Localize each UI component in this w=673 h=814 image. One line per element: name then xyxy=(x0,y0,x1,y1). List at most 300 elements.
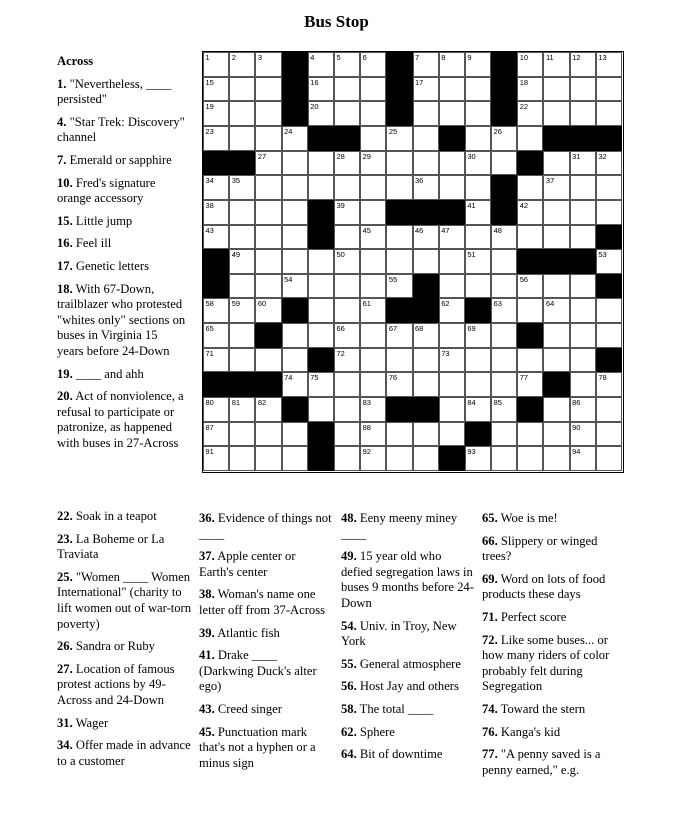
grid-cell[interactable] xyxy=(570,200,596,225)
grid-cell[interactable] xyxy=(413,175,439,200)
grid-cell[interactable] xyxy=(203,101,229,126)
black-square xyxy=(255,323,281,348)
grid-cell[interactable] xyxy=(255,225,281,250)
clue-number: 71. xyxy=(482,609,498,624)
grid-cell[interactable] xyxy=(413,422,439,447)
grid-cell[interactable] xyxy=(282,200,308,225)
cell-number: 82 xyxy=(257,398,267,408)
cell-number: 75 xyxy=(310,373,319,383)
grid-cell[interactable] xyxy=(570,372,596,397)
grid-cell[interactable] xyxy=(308,323,334,348)
black-square xyxy=(308,126,334,151)
grid-cell[interactable] xyxy=(465,446,491,471)
grid-cell[interactable] xyxy=(334,323,360,348)
clue-text: Woman's name one letter off from 37-Across xyxy=(199,587,326,617)
clue-number: 39. xyxy=(199,625,215,640)
clue-number: 54. xyxy=(341,618,357,633)
grid-cell[interactable] xyxy=(439,372,465,397)
grid-cell[interactable] xyxy=(282,274,308,299)
grid-cell[interactable] xyxy=(255,274,281,299)
black-square xyxy=(282,397,308,422)
grid-cell[interactable] xyxy=(543,200,569,225)
grid-cell[interactable] xyxy=(570,101,596,126)
grid-cell[interactable] xyxy=(465,274,491,299)
clue-number: 27. xyxy=(57,661,73,676)
clue-text: Bit of downtime xyxy=(356,747,443,762)
grid-cell[interactable] xyxy=(229,446,255,471)
grid-cell[interactable] xyxy=(203,397,229,422)
cell-number: 9 xyxy=(467,53,472,62)
grid-cell[interactable] xyxy=(203,298,229,323)
grid-cell[interactable] xyxy=(570,323,596,348)
black-square xyxy=(439,126,465,151)
grid-cell[interactable] xyxy=(517,422,543,447)
grid-cell[interactable] xyxy=(413,323,439,348)
grid-cell[interactable] xyxy=(255,422,281,447)
grid-cell[interactable] xyxy=(413,348,439,373)
grid-cell[interactable] xyxy=(465,200,491,225)
cell-number: 83 xyxy=(362,398,371,408)
grid-cell[interactable] xyxy=(255,52,281,77)
cell-number: 62 xyxy=(441,299,450,309)
clue-number: 37. xyxy=(199,549,215,564)
grid-cell[interactable] xyxy=(413,446,439,471)
cell-number: 76 xyxy=(388,373,398,383)
grid-cell[interactable] xyxy=(413,151,439,176)
grid-cell[interactable] xyxy=(543,77,569,102)
grid-cell[interactable] xyxy=(413,225,439,250)
cell-number: 91 xyxy=(205,447,214,457)
black-square xyxy=(308,446,334,471)
grid-cell[interactable] xyxy=(543,446,569,471)
grid-cell[interactable] xyxy=(334,101,360,126)
grid-cell[interactable] xyxy=(465,249,491,274)
grid-cell[interactable] xyxy=(255,446,281,471)
grid-cell[interactable] xyxy=(386,372,412,397)
black-square xyxy=(596,274,622,299)
grid-cell[interactable] xyxy=(360,151,386,176)
grid-cell[interactable] xyxy=(229,77,255,102)
grid-cell[interactable] xyxy=(543,323,569,348)
grid-cell[interactable] xyxy=(543,348,569,373)
grid-cell[interactable] xyxy=(491,225,517,250)
grid-cell[interactable] xyxy=(491,274,517,299)
grid-cell[interactable] xyxy=(543,225,569,250)
grid-cell[interactable] xyxy=(360,372,386,397)
grid-cell[interactable] xyxy=(203,225,229,250)
grid-cell[interactable] xyxy=(203,175,229,200)
grid-cell[interactable] xyxy=(596,323,622,348)
grid-cell[interactable] xyxy=(543,52,569,77)
grid-cell[interactable] xyxy=(334,422,360,447)
grid-cell[interactable] xyxy=(282,249,308,274)
grid-cell[interactable] xyxy=(596,397,622,422)
grid-cell[interactable] xyxy=(255,101,281,126)
clue-text: Feel ill xyxy=(72,236,112,251)
grid-cell[interactable] xyxy=(255,77,281,102)
black-square xyxy=(439,446,465,471)
grid-cell[interactable] xyxy=(282,446,308,471)
grid-cell[interactable] xyxy=(570,422,596,447)
grid-cell[interactable] xyxy=(229,397,255,422)
grid-cell[interactable] xyxy=(491,249,517,274)
clue-text: ____ and ahh xyxy=(72,366,144,381)
grid-cell[interactable] xyxy=(517,126,543,151)
cell-number: 36 xyxy=(415,176,424,186)
grid-cell[interactable] xyxy=(360,323,386,348)
grid-cell[interactable] xyxy=(596,200,622,225)
grid-cell[interactable] xyxy=(570,274,596,299)
grid-cell[interactable] xyxy=(596,175,622,200)
grid-cell[interactable] xyxy=(517,298,543,323)
clue-text: "Nevertheless, ____ persisted" xyxy=(57,76,172,107)
grid-cell[interactable] xyxy=(255,126,281,151)
grid-cell[interactable] xyxy=(386,446,412,471)
grid-cell[interactable] xyxy=(491,372,517,397)
clue-number: 23. xyxy=(57,531,73,546)
grid-cell[interactable] xyxy=(517,77,543,102)
cell-number: 22 xyxy=(519,102,529,112)
grid-cell[interactable] xyxy=(413,52,439,77)
grid-cell[interactable] xyxy=(439,52,465,77)
grid-cell[interactable] xyxy=(439,323,465,348)
clue-item xyxy=(57,259,187,275)
grid-cell[interactable] xyxy=(255,397,281,422)
clue-text: Fred's signature orange accessory xyxy=(57,175,156,206)
grid-cell[interactable] xyxy=(282,175,308,200)
grid-cell[interactable] xyxy=(308,372,334,397)
grid-cell[interactable] xyxy=(386,225,412,250)
grid-cell[interactable] xyxy=(360,348,386,373)
grid-cell[interactable] xyxy=(229,249,255,274)
clue-number: 66. xyxy=(482,533,498,548)
grid-cell[interactable] xyxy=(439,77,465,102)
grid-cell[interactable] xyxy=(229,101,255,126)
grid-cell[interactable] xyxy=(334,397,360,422)
grid-cell[interactable] xyxy=(439,225,465,250)
grid-cell[interactable] xyxy=(596,446,622,471)
grid-cell[interactable] xyxy=(439,397,465,422)
grid-cell[interactable] xyxy=(308,52,334,77)
grid-cell[interactable] xyxy=(229,298,255,323)
clue-number: 77. xyxy=(482,747,498,762)
grid-cell[interactable] xyxy=(465,397,491,422)
grid-cell[interactable] xyxy=(596,151,622,176)
grid-cell[interactable] xyxy=(334,175,360,200)
grid-cell[interactable] xyxy=(386,323,412,348)
black-square xyxy=(282,77,308,102)
grid-cell[interactable] xyxy=(386,348,412,373)
clue-item xyxy=(199,725,332,772)
clue-text: Punctuation mark that's not a hyphen or a minus sign xyxy=(199,724,316,770)
cell-number: 58 xyxy=(205,299,214,309)
grid-cell[interactable] xyxy=(386,175,412,200)
grid-cell[interactable] xyxy=(570,151,596,176)
grid-cell[interactable] xyxy=(334,151,360,176)
grid-cell[interactable] xyxy=(334,52,360,77)
grid-cell[interactable] xyxy=(439,274,465,299)
grid-cell[interactable] xyxy=(360,249,386,274)
clue-item xyxy=(57,176,187,207)
grid-cell[interactable] xyxy=(543,422,569,447)
grid-cell[interactable] xyxy=(334,225,360,250)
grid-cell[interactable] xyxy=(413,249,439,274)
grid-cell[interactable] xyxy=(308,151,334,176)
grid-cell[interactable] xyxy=(386,422,412,447)
cell-number: 86 xyxy=(572,398,581,408)
grid-cell[interactable] xyxy=(570,52,596,77)
grid-cell[interactable] xyxy=(491,126,517,151)
grid-cell[interactable] xyxy=(570,225,596,250)
grid-cell[interactable] xyxy=(334,298,360,323)
grid-cell[interactable] xyxy=(543,151,569,176)
grid-cell[interactable] xyxy=(282,323,308,348)
grid-cell[interactable] xyxy=(413,77,439,102)
grid-cell[interactable] xyxy=(439,422,465,447)
grid-cell[interactable] xyxy=(255,200,281,225)
grid-cell[interactable] xyxy=(203,52,229,77)
grid-cell[interactable] xyxy=(491,348,517,373)
grid-cell[interactable] xyxy=(386,151,412,176)
clue-text: Sphere xyxy=(356,724,395,739)
grid-cell[interactable] xyxy=(413,372,439,397)
grid-cell[interactable] xyxy=(334,348,360,373)
grid-cell[interactable] xyxy=(465,77,491,102)
grid-cell[interactable] xyxy=(360,175,386,200)
black-square xyxy=(282,298,308,323)
clue-item xyxy=(57,115,187,146)
cell-number: 90 xyxy=(572,422,581,432)
clue-item xyxy=(341,511,474,542)
cell-number: 26 xyxy=(493,126,502,136)
grid-cell[interactable] xyxy=(308,77,334,102)
grid-cell[interactable] xyxy=(308,175,334,200)
cell-number: 94 xyxy=(572,447,581,457)
grid-cell[interactable] xyxy=(334,249,360,274)
grid-cell[interactable] xyxy=(334,77,360,102)
grid-cell[interactable] xyxy=(386,249,412,274)
grid-cell[interactable] xyxy=(491,397,517,422)
grid-cell[interactable] xyxy=(596,77,622,102)
grid-cell[interactable] xyxy=(596,101,622,126)
grid-cell[interactable] xyxy=(282,348,308,373)
grid-cell[interactable] xyxy=(360,446,386,471)
grid-cell[interactable] xyxy=(439,175,465,200)
clue-number: 10. xyxy=(57,175,73,190)
grid-cell[interactable] xyxy=(334,446,360,471)
clue-number: 15. xyxy=(57,213,73,228)
grid-cell[interactable] xyxy=(517,52,543,77)
cell-number: 41 xyxy=(467,200,476,210)
cell-number: 31 xyxy=(572,151,581,161)
clue-item xyxy=(482,610,612,626)
grid-cell[interactable] xyxy=(255,249,281,274)
grid-cell[interactable] xyxy=(570,298,596,323)
grid-cell[interactable] xyxy=(570,175,596,200)
black-square xyxy=(229,372,255,397)
grid-cell[interactable] xyxy=(439,101,465,126)
grid-cell[interactable] xyxy=(308,298,334,323)
grid-cell[interactable] xyxy=(439,348,465,373)
grid-cell[interactable] xyxy=(334,274,360,299)
grid-cell[interactable] xyxy=(360,52,386,77)
grid-cell[interactable] xyxy=(439,151,465,176)
grid-cell[interactable] xyxy=(517,200,543,225)
grid-cell[interactable] xyxy=(596,298,622,323)
grid-cell[interactable] xyxy=(596,372,622,397)
grid-cell[interactable] xyxy=(413,126,439,151)
grid-cell[interactable] xyxy=(439,249,465,274)
grid-cell[interactable] xyxy=(517,372,543,397)
black-square xyxy=(334,126,360,151)
cell-number: 50 xyxy=(336,250,345,260)
grid-cell[interactable] xyxy=(543,175,569,200)
grid-cell[interactable] xyxy=(360,274,386,299)
grid-cell[interactable] xyxy=(465,323,491,348)
grid-cell[interactable] xyxy=(229,200,255,225)
cell-number: 8 xyxy=(441,53,446,62)
cell-number: 60 xyxy=(257,299,267,309)
grid-cell[interactable] xyxy=(386,274,412,299)
grid-cell[interactable] xyxy=(203,200,229,225)
grid-cell[interactable] xyxy=(596,422,622,447)
grid-cell[interactable] xyxy=(308,274,334,299)
cell-number: 18 xyxy=(519,77,529,87)
clue-item xyxy=(341,725,474,741)
grid-cell[interactable] xyxy=(543,274,569,299)
grid-cell[interactable] xyxy=(282,422,308,447)
grid-cell[interactable] xyxy=(360,101,386,126)
grid-cell[interactable] xyxy=(229,175,255,200)
grid-cell[interactable] xyxy=(491,298,517,323)
grid-cell[interactable] xyxy=(517,175,543,200)
grid-cell[interactable] xyxy=(517,101,543,126)
grid-cell[interactable] xyxy=(203,348,229,373)
clue-item xyxy=(482,633,612,695)
cell-number: 19 xyxy=(205,102,214,112)
grid-cell[interactable] xyxy=(570,348,596,373)
grid-cell[interactable] xyxy=(334,372,360,397)
grid-cell[interactable] xyxy=(229,422,255,447)
grid-cell[interactable] xyxy=(517,348,543,373)
grid-cell[interactable] xyxy=(360,225,386,250)
grid-cell[interactable] xyxy=(203,422,229,447)
grid-cell[interactable] xyxy=(465,175,491,200)
grid-cell[interactable] xyxy=(543,298,569,323)
grid-cell[interactable] xyxy=(491,446,517,471)
grid-cell[interactable] xyxy=(282,151,308,176)
grid-cell[interactable] xyxy=(491,422,517,447)
black-square xyxy=(386,200,412,225)
grid-cell[interactable] xyxy=(282,126,308,151)
black-square xyxy=(491,175,517,200)
clue-item xyxy=(57,639,192,655)
clue-number: 19. xyxy=(57,366,73,381)
grid-cell[interactable] xyxy=(282,372,308,397)
grid-cell[interactable] xyxy=(360,397,386,422)
grid-cell[interactable] xyxy=(465,101,491,126)
grid-cell[interactable] xyxy=(517,274,543,299)
clue-number: 49. xyxy=(341,549,357,564)
grid-cell[interactable] xyxy=(308,249,334,274)
black-square xyxy=(386,101,412,126)
clue-number: 55. xyxy=(341,656,357,671)
grid-cell[interactable] xyxy=(517,225,543,250)
grid-cell[interactable] xyxy=(570,397,596,422)
cell-number: 65 xyxy=(205,324,214,334)
grid-cell[interactable] xyxy=(413,101,439,126)
grid-cell[interactable] xyxy=(360,200,386,225)
clue-item xyxy=(57,282,187,360)
grid-cell[interactable] xyxy=(596,249,622,274)
grid-cell[interactable] xyxy=(360,298,386,323)
clue-item xyxy=(199,549,332,580)
grid-cell[interactable] xyxy=(203,126,229,151)
grid-cell[interactable] xyxy=(465,52,491,77)
grid-cell[interactable] xyxy=(229,126,255,151)
grid-cell[interactable] xyxy=(465,372,491,397)
grid-cell[interactable] xyxy=(229,323,255,348)
grid-cell[interactable] xyxy=(282,225,308,250)
black-square xyxy=(543,249,569,274)
grid-cell[interactable] xyxy=(229,52,255,77)
cell-number: 42 xyxy=(519,200,529,210)
grid-cell[interactable] xyxy=(203,446,229,471)
grid-cell[interactable] xyxy=(308,397,334,422)
grid-cell[interactable] xyxy=(203,323,229,348)
grid-cell[interactable] xyxy=(465,225,491,250)
grid-cell[interactable] xyxy=(255,151,281,176)
grid-cell[interactable] xyxy=(255,175,281,200)
grid-cell[interactable] xyxy=(465,348,491,373)
cell-number: 5 xyxy=(336,53,341,62)
clue-item xyxy=(341,549,474,611)
grid-cell[interactable] xyxy=(386,126,412,151)
grid-cell[interactable] xyxy=(465,151,491,176)
black-square xyxy=(543,126,569,151)
grid-cell[interactable] xyxy=(334,200,360,225)
grid-cell[interactable] xyxy=(570,446,596,471)
grid-cell[interactable] xyxy=(360,126,386,151)
cell-number: 34 xyxy=(205,176,214,186)
grid-cell[interactable] xyxy=(360,77,386,102)
grid-cell[interactable] xyxy=(360,422,386,447)
grid-cell[interactable] xyxy=(543,101,569,126)
grid-cell[interactable] xyxy=(596,52,622,77)
clue-column-3 xyxy=(199,511,332,778)
grid-cell[interactable] xyxy=(517,446,543,471)
cell-number: 46 xyxy=(415,225,424,235)
grid-cell[interactable] xyxy=(570,77,596,102)
grid-cell[interactable] xyxy=(255,298,281,323)
black-square xyxy=(308,348,334,373)
grid-cell[interactable] xyxy=(203,77,229,102)
cell-number: 78 xyxy=(598,373,607,383)
grid-cell[interactable] xyxy=(491,151,517,176)
clue-number: 26. xyxy=(57,639,73,654)
grid-cell[interactable] xyxy=(491,323,517,348)
clue-item xyxy=(57,236,187,252)
grid-cell[interactable] xyxy=(465,126,491,151)
grid-cell[interactable] xyxy=(229,274,255,299)
grid-cell[interactable] xyxy=(229,225,255,250)
grid-cell[interactable] xyxy=(308,101,334,126)
grid-cell[interactable] xyxy=(439,298,465,323)
black-square xyxy=(491,77,517,102)
grid-cell[interactable] xyxy=(229,348,255,373)
grid-cell[interactable] xyxy=(543,397,569,422)
grid-cell[interactable] xyxy=(255,348,281,373)
